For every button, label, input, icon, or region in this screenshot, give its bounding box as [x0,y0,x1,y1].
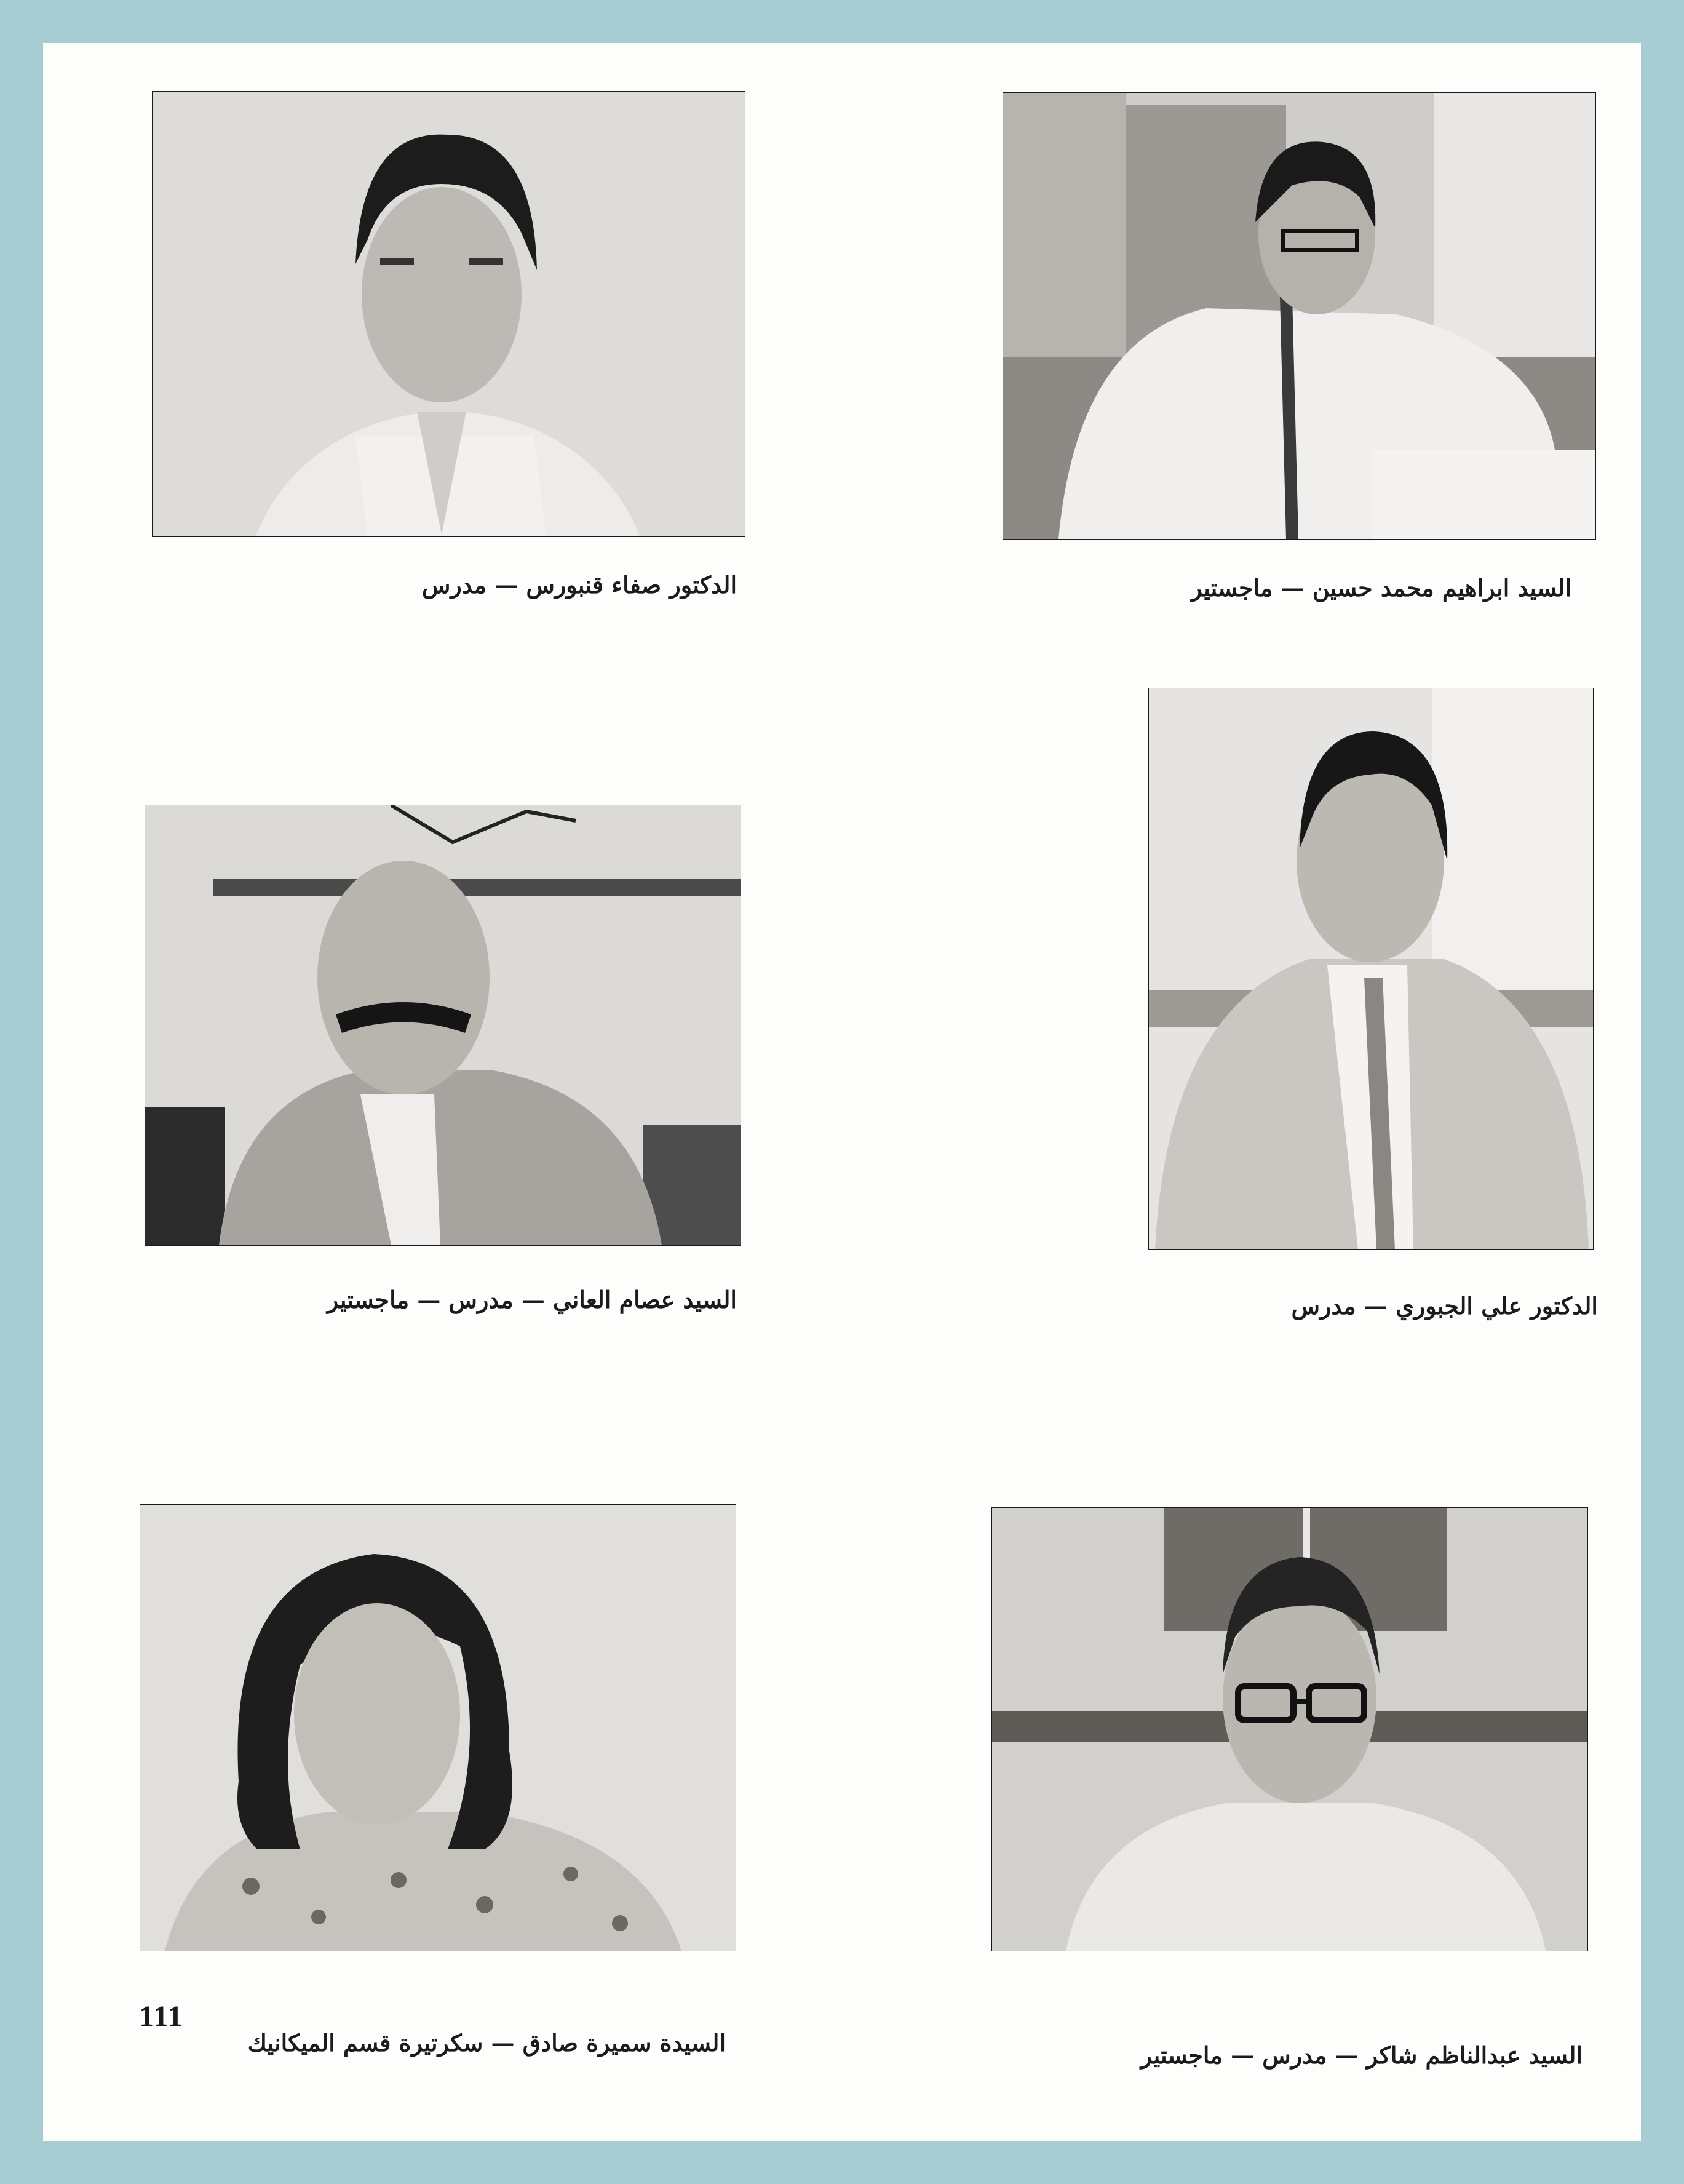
portrait-caption-4: الدكتور علي الجبوري — مدرس [1291,1292,1598,1320]
portrait-caption-1: الدكتور صفاء قنبورس — مدرس [422,571,737,599]
portrait-caption-2: السيد ابراهيم محمد حسين — ماجستير [1191,574,1571,602]
portrait-photo-3 [145,805,741,1246]
portrait-photo-6 [991,1507,1588,1951]
portrait-photo-1 [152,91,745,537]
page-number: 111 [139,2000,184,2033]
portrait-caption-3: السيد عصام العاني — مدرس — ماجستير [327,1286,737,1313]
document-page [43,43,1641,2141]
portrait-photo-2 [1003,92,1596,540]
portrait-caption-6: السيد عبدالناظم شاكر — مدرس — ماجستير [1140,2041,1583,2069]
portrait-photo-4 [1148,688,1594,1250]
portrait-caption-5: السيدة سميرة صادق — سكرتيرة قسم الميكانيك [247,2029,726,2057]
portrait-photo-5 [140,1504,736,1951]
